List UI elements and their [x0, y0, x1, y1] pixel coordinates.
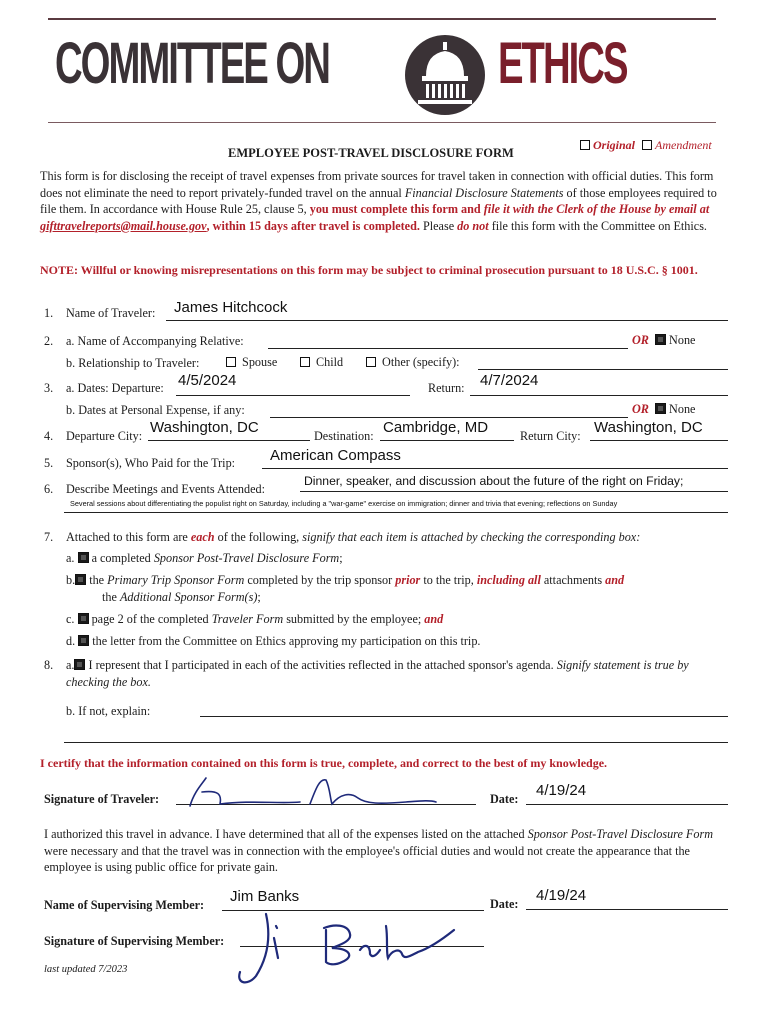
return-line: [470, 395, 728, 396]
meetings-field-continued[interactable]: Several sessions about differentiating the populist right on Saturday, including a "war-game" exercise on immigration; dinner and trivia that evening; reflections on Sunday: [70, 499, 618, 508]
supervisor-name-field[interactable]: Jim Banks: [230, 888, 300, 905]
q7b-checkbox[interactable]: [75, 574, 86, 585]
child-checkbox[interactable]: [300, 357, 310, 367]
supervisor-date-field[interactable]: 4/19/24: [536, 887, 587, 904]
return-city-label: Return City:: [520, 429, 581, 443]
original-checkbox[interactable]: [580, 140, 590, 150]
meetings-label: Describe Meetings and Events Attended:: [66, 482, 266, 496]
certify-statement: I certify that the information contained on this form is true, complete, and correct to the best of my knowledge.: [40, 756, 608, 770]
q8a-item: a. I represent that I participated in each of the activities reflected in the attached sponsor's agenda. Signify statement is true by checking the box.: [66, 658, 689, 689]
header-rule-bottom: [48, 122, 716, 123]
q7d-item: d. the letter from the Committee on Ethics approving my participation on this trip.: [66, 634, 481, 648]
q2-none: None: [655, 333, 695, 348]
departure-city-label: Departure City:: [66, 429, 143, 443]
q2b-label: b. Relationship to Traveler:: [66, 356, 200, 370]
q2a-label: a. Name of Accompanying Relative:: [66, 334, 244, 348]
q3b-label: b. Dates at Personal Expense, if any:: [66, 403, 245, 417]
spouse-option: Spouse: [226, 355, 277, 370]
departure-city-line: [148, 440, 310, 441]
supervisor-signature-label: Signature of Supervising Member:: [44, 934, 225, 948]
original-label: Original: [593, 138, 636, 152]
header-title-left: COMMITTEE ON: [55, 31, 329, 96]
q7-intro: Attached to this form are each of the following, signify that each item is attached by checking the corresponding box:: [66, 530, 641, 544]
traveler-date-field[interactable]: 4/19/24: [536, 782, 587, 799]
sponsor-field[interactable]: American Compass: [270, 447, 401, 464]
destination-label: Destination:: [314, 429, 374, 443]
traveler-signature[interactable]: [180, 764, 440, 812]
q8a-checkbox[interactable]: [74, 659, 85, 670]
child-option: Child: [300, 355, 343, 370]
destination-field[interactable]: Cambridge, MD: [383, 419, 489, 436]
supervisor-date-label: Date:: [490, 897, 519, 911]
header-rule: [48, 18, 716, 20]
destination-line: [380, 440, 514, 441]
traveler-date-line: [526, 804, 728, 805]
amendment-label: Amendment: [655, 138, 712, 152]
q8b-line: [200, 716, 728, 717]
sponsor-line: [262, 468, 728, 469]
q2-none-checkbox[interactable]: [655, 334, 666, 345]
authorization-paragraph: I authorized this travel in advance. I have determined that all of the expenses listed on the attached Sponsor Post-Travel Disclosure Form were necessary and that the travel was in connection with the employee's official duties and would not create the appearance that the employee is using public office for private gain.: [44, 827, 713, 874]
email-link[interactable]: gifttravelreports@mail.house.gov: [40, 218, 207, 233]
q7a-checkbox[interactable]: [78, 552, 89, 563]
q7b-item: b. the Primary Trip Sponsor Form completed by the trip sponsor prior to the trip, including all attachments and: [66, 573, 625, 587]
traveler-date-label: Date:: [490, 792, 519, 806]
departure-city-field[interactable]: Washington, DC: [150, 419, 259, 436]
q7a-item: a. a completed Sponsor Post-Travel Disclosure Form;: [66, 551, 343, 565]
q6-number: 6.: [44, 482, 54, 496]
other-option: Other (specify):: [366, 355, 460, 370]
amendment-checkbox[interactable]: [642, 140, 652, 150]
return-date-field[interactable]: 4/7/2024: [480, 372, 539, 389]
q7-number: 7.: [44, 530, 54, 544]
traveler-signature-label: Signature of Traveler:: [44, 792, 160, 806]
return-city-line: [590, 440, 728, 441]
return-label: Return:: [428, 381, 465, 395]
supervisor-date-line: [526, 909, 728, 910]
note-text: NOTE: Willful or knowing misrepresentations on this form may be subject to criminal prosecution pursuant to 18 U.S.C. § 1001.: [40, 263, 698, 277]
other-checkbox[interactable]: [366, 357, 376, 367]
q2-or: OR: [632, 333, 649, 347]
q5-number: 5.: [44, 456, 54, 470]
meetings-field[interactable]: Dinner, speaker, and discussion about the future of the right on Friday;: [304, 474, 684, 488]
q1-label: Name of Traveler:: [66, 306, 156, 320]
meetings-line-2: [64, 512, 728, 513]
q3-none: None: [655, 402, 695, 417]
q3a-label: a. Dates: Departure:: [66, 381, 164, 395]
intro-paragraph: This form is for disclosing the receipt of travel expenses from private sources for travel taken in connection with official duties. This form does not eliminate the need to report privately-funded travel on the annual Financial Disclosure Statements of those employees required to file them. In accordance with House Rule 25, clause 5, you must complete this form and file it with the Clerk of the House by email at gifttravelreports@mail.house.gov, within 15 days after travel is completed. Please do not file this form with the Committee on Ethics.: [40, 169, 717, 233]
header-title-right: ETHICS: [498, 31, 627, 96]
q7c-item: c. page 2 of the completed Traveler Form submitted by the employee; and: [66, 612, 444, 626]
q2-number: 2.: [44, 334, 54, 348]
departure-date-field[interactable]: 4/5/2024: [178, 372, 237, 389]
traveler-name-field[interactable]: James Hitchcock: [174, 299, 288, 316]
departure-line: [176, 395, 410, 396]
q7b-item-continued: the Additional Sponsor Form(s);: [102, 590, 261, 604]
q2a-line: [268, 348, 628, 349]
q7d-checkbox[interactable]: [78, 635, 89, 646]
supervisor-name-label: Name of Supervising Member:: [44, 898, 205, 912]
q8-number: 8.: [44, 658, 54, 672]
original-amendment: [580, 138, 712, 153]
meetings-line: [300, 491, 728, 492]
q2b-line: [478, 369, 728, 370]
q3-number: 3.: [44, 381, 54, 395]
q3-none-checkbox[interactable]: [655, 403, 666, 414]
q1-number: 1.: [44, 306, 54, 320]
spouse-checkbox[interactable]: [226, 357, 236, 367]
q3b-line: [270, 417, 628, 418]
footer-updated: last updated 7/2023: [44, 964, 128, 975]
sponsor-label: Sponsor(s), Who Paid for the Trip:: [66, 456, 236, 470]
q8b-line-2: [64, 742, 728, 743]
form-title: EMPLOYEE POST-TRAVEL DISCLOSURE FORM: [228, 146, 514, 160]
capitol-dome-icon: [404, 34, 486, 116]
q3-or: OR: [632, 402, 649, 416]
supervisor-signature[interactable]: [230, 904, 460, 992]
q4-number: 4.: [44, 429, 54, 443]
q8b-label: b. If not, explain:: [66, 704, 151, 718]
q1-line: [166, 320, 728, 321]
q7c-checkbox[interactable]: [78, 613, 89, 624]
return-city-field[interactable]: Washington, DC: [594, 419, 703, 436]
